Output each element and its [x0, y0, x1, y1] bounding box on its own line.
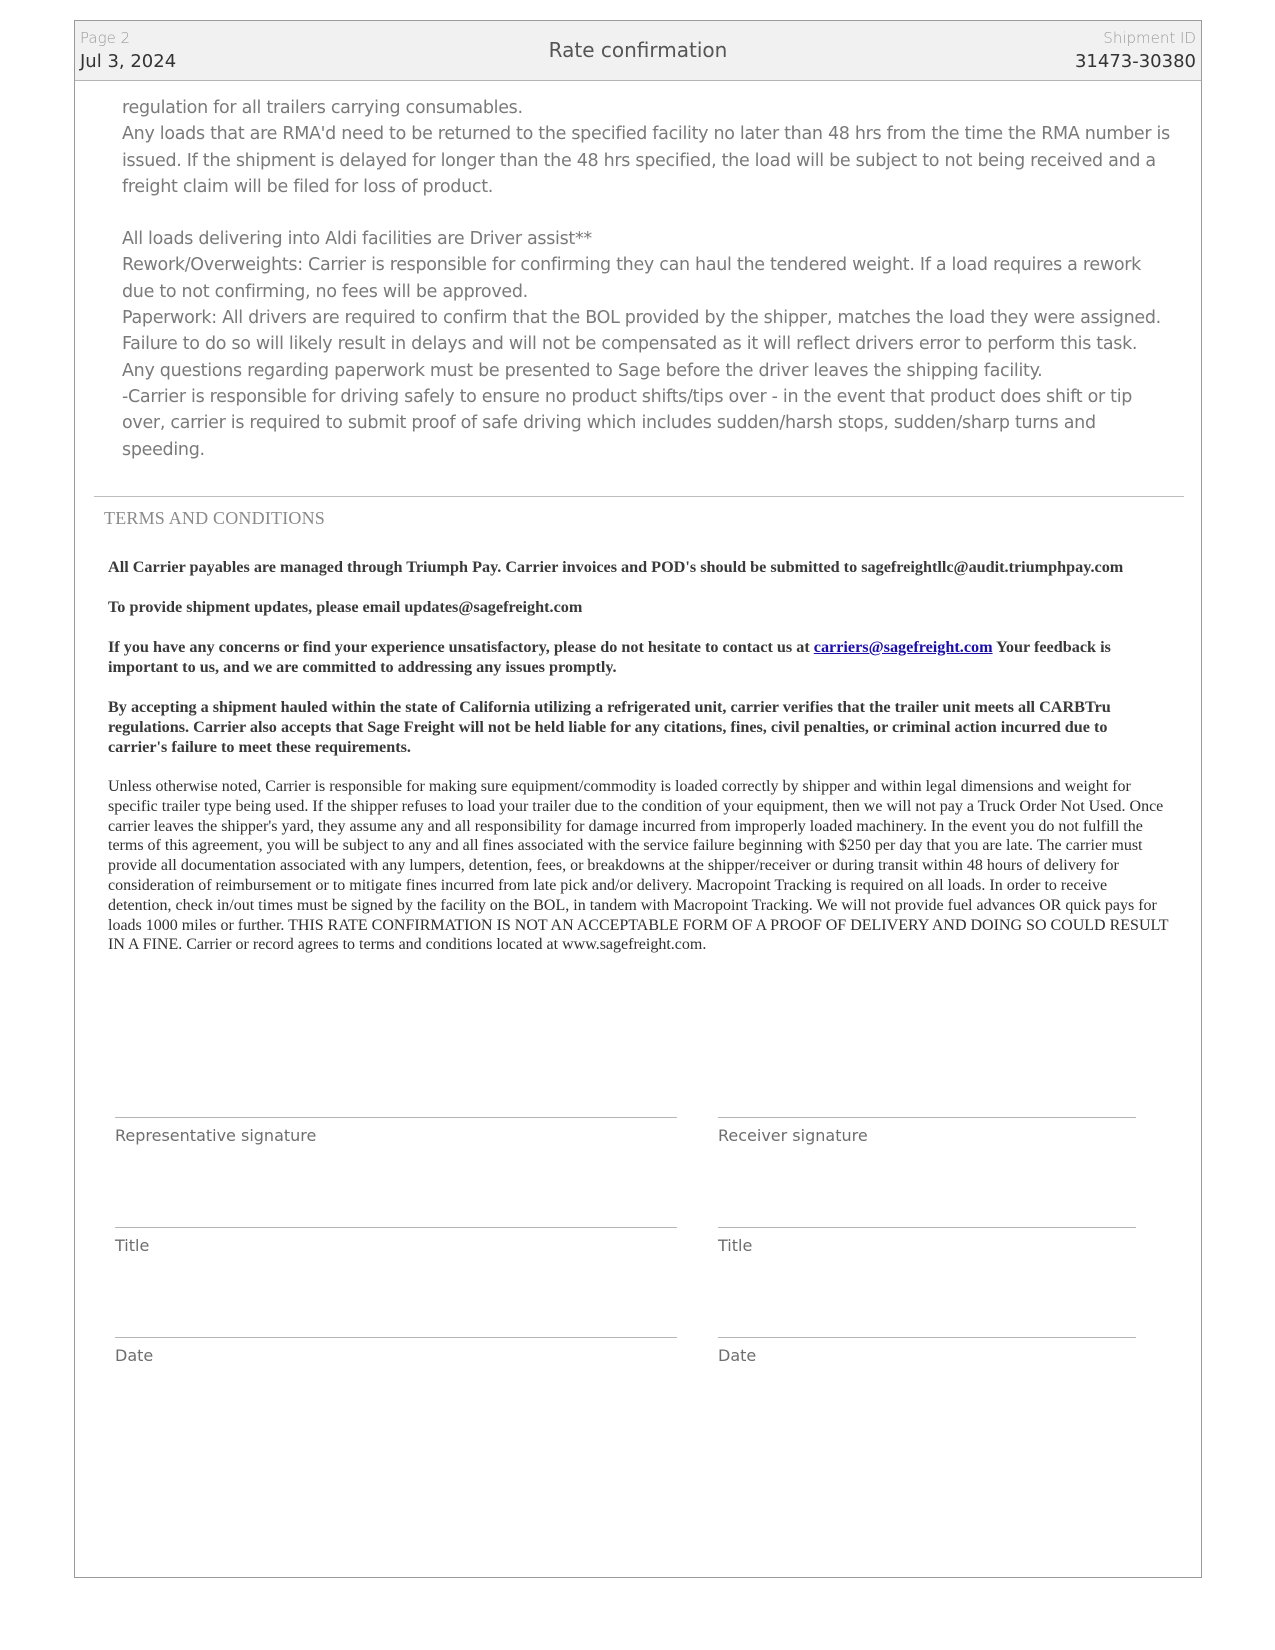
terms-paragraph: All Carrier payables are managed through Triumph Pay. Carrier invoices and POD's should be submitted to sagefreightllc@audit.triumphpay.com	[108, 558, 1124, 576]
receiver-signature-label: Receiver signature	[718, 1126, 868, 1145]
terms-text: Your feedback is important to us, and we are committed to addressing any issues promptly.	[108, 638, 1111, 676]
date-label-left: Date	[115, 1346, 154, 1365]
paragraph-spacer	[122, 200, 1172, 226]
note-paragraph: regulation for all trailers carrying consumables.	[122, 98, 523, 118]
header-right	[1075, 28, 1196, 74]
carriers-email-link[interactable]: carriers@sagefreight.com	[813, 638, 993, 656]
title-label-right: Title	[718, 1236, 753, 1255]
terms-body	[108, 557, 1170, 975]
signature-line[interactable]	[718, 1117, 1136, 1118]
date-line[interactable]	[115, 1337, 677, 1338]
terms-paragraph	[108, 637, 1170, 677]
note-paragraph: Paperwork: All drivers are required to confirm that the BOL provided by the shipper, matches the load they were assigned. Failure to do so will likely result in delays and will not be compensated as it will reflect drivers error to perform this task. Any questions regarding paperwork must be presented to Sage before the driver leaves the shipping facility.	[122, 308, 1161, 381]
document-date: Jul 3, 2024	[80, 51, 177, 72]
note-paragraph: Any loads that are RMA'd need to be returned to the specified facility no later than 48 hrs from the time the RMA number is issued. If the shipment is delayed for longer than the 48 hrs specified, the load will be subject to not being received and a freight claim will be filed for loss of product.	[122, 124, 1170, 197]
note-paragraph: Rework/Overweights: Carrier is responsible for confirming they can haul the tendered weight. If a load requires a rework due to not confirming, no fees will be approved.	[122, 255, 1141, 302]
date-label-right: Date	[718, 1346, 757, 1365]
document-title: Rate confirmation	[548, 38, 728, 62]
terms-paragraph: To provide shipment updates, please email updates@sagefreight.com	[108, 598, 583, 616]
shipment-id-value: 31473-30380	[1074, 51, 1196, 72]
title-label-left: Title	[115, 1236, 150, 1255]
note-paragraph: -Carrier is responsible for driving safely to ensure no product shifts/tips over - in the event that product does shift or tip over, carrier is required to submit proof of safe driving which includes sudden/harsh stops, sudden/sharp turns and speeding.	[122, 386, 1133, 460]
terms-paragraph: Unless otherwise noted, Carrier is responsible for making sure equipment/commodity is loaded correctly by shipper and within legal dimensions and weight for specific trailer type being used. If the shipper refuses to load your trailer due to the condition of your equipment, then we will not pay a Truck Order Not Used. Once carrier leaves the shipper's yard, they assume any and all responsibility for damage incurred from improperly loaded machinery. In the event you do not fulfill the terms of this agreement, you will be subject to any and all fines associated with the service failure beginning with $250 per day that you are late. The carrier must provide all documentation associated with any lumpers, detention, fees, or breakdowns at the shipper/receiver or during transit within 48 hours of delivery for consideration of reimbursement or to mitigate fines incurred from late pick and/or delivery. Macropoint Tracking is required on all loads. In order to receive detention, check in/out times must be signed by the facility on the BOL, in tandem with Macropoint Tracking. We will not provide fuel advances OR quick pays for loads 1000 miles or further. THIS RATE CONFIRMATION IS NOT AN ACCEPTABLE FORM OF A PROOF OF DELIVERY AND DOING SO COULD RESULT IN A FINE. Carrier or record agrees to terms and conditions located at www.sagefreight.com.	[108, 778, 1169, 954]
terms-heading: TERMS AND CONDITIONS	[104, 508, 326, 528]
note-paragraph: All loads delivering into Aldi facilities are Driver assist**	[122, 229, 592, 250]
section-divider	[94, 496, 1184, 497]
document-header	[75, 21, 1201, 81]
representative-signature-label: Representative signature	[115, 1126, 317, 1145]
terms-text: If you have any concerns or find your experience unsatisfactory, please do not hesitate to contact us at	[108, 638, 814, 656]
shipment-id-label: Shipment ID	[1103, 29, 1196, 47]
special-instructions	[122, 95, 1172, 463]
page-number: Page 2	[80, 29, 131, 47]
title-line[interactable]	[115, 1227, 677, 1228]
terms-paragraph: By accepting a shipment hauled within the state of California utilizing a refrigerated unit, carrier verifies that the trailer unit meets all CARBTru regulations. Carrier also accepts that Sage Freight will not be held liable for any citations, fines, civil penalties, or criminal action incurred due to carrier's failure to meet these requirements.	[108, 698, 1111, 756]
date-line[interactable]	[718, 1337, 1136, 1338]
signature-line[interactable]	[115, 1117, 677, 1118]
title-line[interactable]	[718, 1227, 1136, 1228]
